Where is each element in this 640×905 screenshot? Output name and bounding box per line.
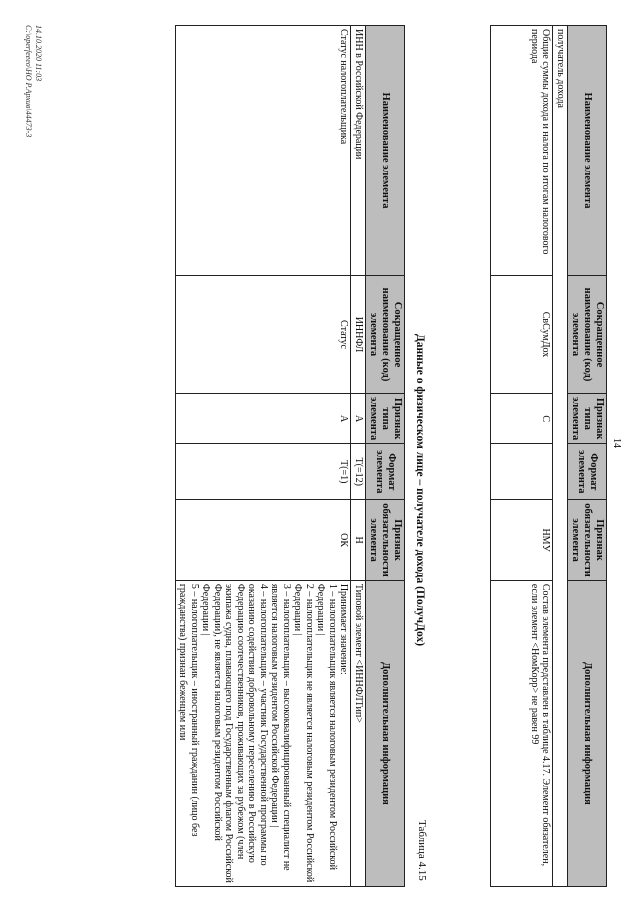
value-item: 1 – налогоплательщик является налоговым резидентом Российской Федерации | — [315, 583, 338, 870]
header-type: Признак типа элемента — [365, 394, 404, 444]
table-header-row — [567, 26, 606, 887]
cell-required: Н — [351, 500, 366, 581]
table-row — [491, 26, 553, 887]
section-label: получатель дохода — [553, 26, 568, 887]
cell-code: СвСумДох — [491, 276, 553, 394]
cell-code: Статус — [175, 276, 351, 394]
cell-info — [175, 580, 351, 886]
table-header-row — [365, 26, 404, 887]
value-item: 3 – налогоплательщик – высококвалифицированный специалист не является налоговым резидентом Российской Федерации | — [269, 583, 292, 871]
cell-format: T(=1) — [175, 444, 351, 500]
header-type: Признак типа элемента — [567, 394, 606, 444]
stamp-line-2: С:\operfeeeo\НО Р.Архив\44473-3 — [24, 25, 34, 138]
table-number: Таблица 4.15 — [416, 820, 428, 881]
cell-format — [491, 444, 553, 500]
header-format: Формат элемента — [365, 444, 404, 500]
cell-required: НМУ — [491, 500, 553, 581]
section-row — [553, 26, 568, 887]
cell-code: ИННФЛ — [351, 276, 366, 394]
values-lead: Принимает значение: — [338, 583, 350, 675]
header-code: Сокращенное наименование (код) элемента — [567, 276, 606, 394]
table-caption: Данные о физическом лице – получателе дохода (ПолучДох) — [414, 333, 426, 647]
table-4-14-continuation — [490, 25, 607, 887]
value-item: 5 – налогоплательщик – иностранный гражданин (лицо без гражданства) признан беженцем или — [177, 583, 200, 837]
header-code: Сокращенное наименование (код) элемента — [365, 276, 404, 394]
header-required: Признак обязательности элемента — [365, 500, 404, 581]
stamp-line-1: 14.10.2020 11:03 — [34, 25, 43, 82]
value-item: 2 – налогоплательщик не является налоговым резидентом Российской Федерации | — [292, 583, 315, 883]
value-item: 4 – налогоплательщик – участник Государственной программы по оказанию содействия добровольному переселению в Российскую Федерацию соотечественников, проживающих за рубежом (член экипажа судна, плавающего под Государственным флагом Российской Федерации), не является налоговым резидентом Российской Федерации | — [200, 583, 269, 883]
header-info: Дополнительная информация — [567, 580, 606, 886]
header-name: Наименование элемента — [365, 26, 404, 276]
header-required: Признак обязательности элемента — [567, 500, 606, 581]
header-info: Дополнительная информация — [365, 580, 404, 886]
cell-name: Статус налогоплательщика — [175, 26, 351, 276]
cell-type: С — [491, 394, 553, 444]
cell-info: Типовой элемент <ИННФЛТип> — [351, 580, 366, 886]
cell-required: ОК — [175, 500, 351, 581]
table-row — [351, 26, 366, 887]
cell-name: Общие суммы дохода и налога по итогам налогового периода — [491, 26, 553, 276]
header-name: Наименование элемента — [567, 26, 606, 276]
cell-type: А — [351, 394, 366, 444]
table-row — [175, 26, 351, 887]
page-number: 14 — [611, 438, 622, 448]
print-stamp — [24, 25, 43, 137]
cell-info: Состав элемента представлен в таблице 4.17. Элемент обязателен, если элемент <НомКорр> не равен 99 — [491, 580, 553, 886]
cell-name: ИНН в Российской Федерации — [351, 26, 366, 276]
header-format: Формат элемента — [567, 444, 606, 500]
cell-format: T(=12) — [351, 444, 366, 500]
table-4-15 — [175, 25, 405, 887]
cell-type: А — [175, 394, 351, 444]
